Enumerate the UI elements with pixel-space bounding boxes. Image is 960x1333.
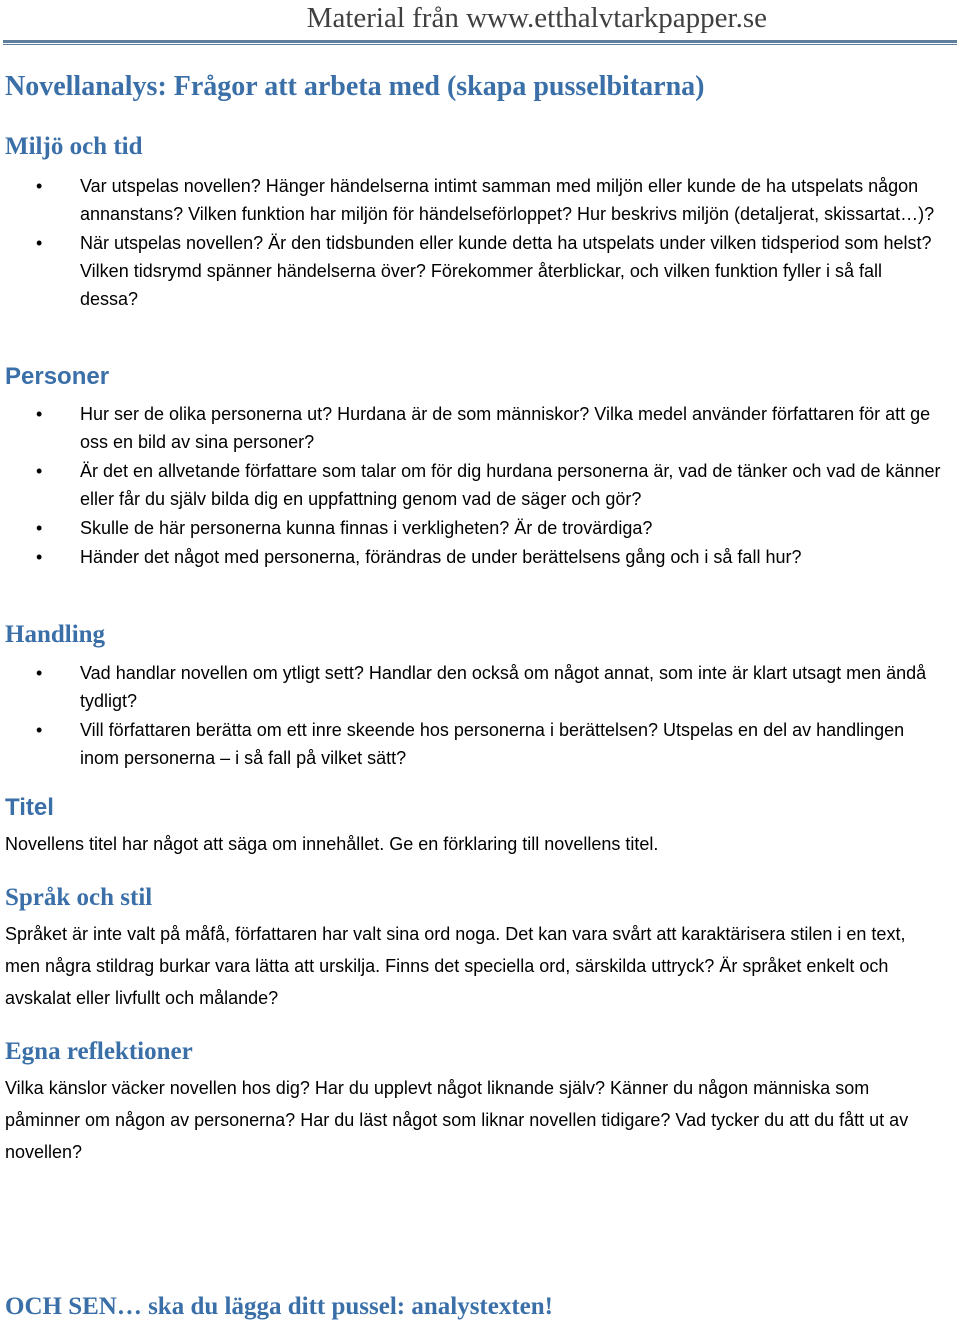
list-item: • Händer det något med personerna, förändras de under berättelsens gång och i så fall hur? — [0, 543, 945, 571]
list-item: • Vad handlar novellen om ytligt sett? Handlar den också om något annat, som inte är klart utsagt men ändå tydligt? — [0, 659, 945, 715]
list-miljo-och-tid — [0, 172, 945, 314]
list-item: • Vill författaren berätta om ett inre skeende hos personerna i berättelsen? Utspelas en del av handlingen inom personerna – i så fall på vilket sätt? — [0, 716, 945, 772]
site-header-text: Material från www.etthalvtarkpapper.se — [306, 2, 767, 34]
paragraph-titel: Novellens titel har något att säga om innehållet. Ge en förklaring till novellens titel. — [5, 834, 659, 854]
list-item: • När utspelas novellen? Är den tidsbunden eller kunde detta ha utspelats under vilken tidsperiod som helst? Vilken tidsrymd spänner händelserna över? Förekommer återblickar, och vilken funktion fyller i så fall dessa? — [0, 229, 945, 313]
list-item: • Skulle de här personerna kunna finnas i verkligheten? Är de trovärdiga? — [0, 514, 945, 542]
list-personer — [0, 400, 945, 572]
document-title: Novellanalys: Frågor att arbeta med (skapa pusselbitarna) — [5, 71, 705, 102]
list-item: • Är det en allvetande författare som talar om för dig hurdana personerna är, vad de tänker och vad de känner eller får du själv bilda dig en uppfattning genom vad de säger och gör? — [0, 457, 945, 513]
heading-personer: Personer — [5, 363, 110, 390]
heading-titel: Titel — [5, 794, 54, 821]
paragraph-sprak-och-stil: Språket är inte valt på måfå, författaren har valt sina ord noga. Det kan vara svårt att karaktärisera stilen i en text, men några stildrag burkar vara lätta att urskilja. Finns det speciella ord, särskilda uttryck? Är språket enkelt och avskalat eller livfullt och målande? — [5, 924, 906, 1008]
heading-handling: Handling — [5, 621, 106, 648]
heading-miljo-och-tid: Miljö och tid — [5, 133, 143, 160]
closing-heading: OCH SEN… ska du lägga ditt pussel: analystexten! — [5, 1293, 553, 1320]
list-item: • Hur ser de olika personerna ut? Hurdana är de som människor? Vilka medel använder författaren för att ge oss en bild av sina personer? — [0, 400, 945, 456]
list-handling — [0, 659, 945, 773]
header-rule — [3, 40, 957, 45]
heading-sprak-och-stil: Språk och stil — [5, 884, 153, 911]
list-item: • Var utspelas novellen? Hänger händelserna intimt samman med miljön eller kunde de ha utspelats någon annanstans? Vilken funktion har miljön för händelseförloppet? Hur beskrivs miljön (detaljerat, skissartat…)? — [0, 172, 945, 228]
heading-egna-reflektioner: Egna reflektioner — [5, 1038, 193, 1065]
paragraph-egna-reflektioner: Vilka känslor väcker novellen hos dig? Har du upplevt något liknande själv? Känner du någon människa som påminner om någon av personerna? Har du läst något som liknar novellen tidigare? Vad tycker du att du fått ut av novellen? — [5, 1078, 909, 1162]
